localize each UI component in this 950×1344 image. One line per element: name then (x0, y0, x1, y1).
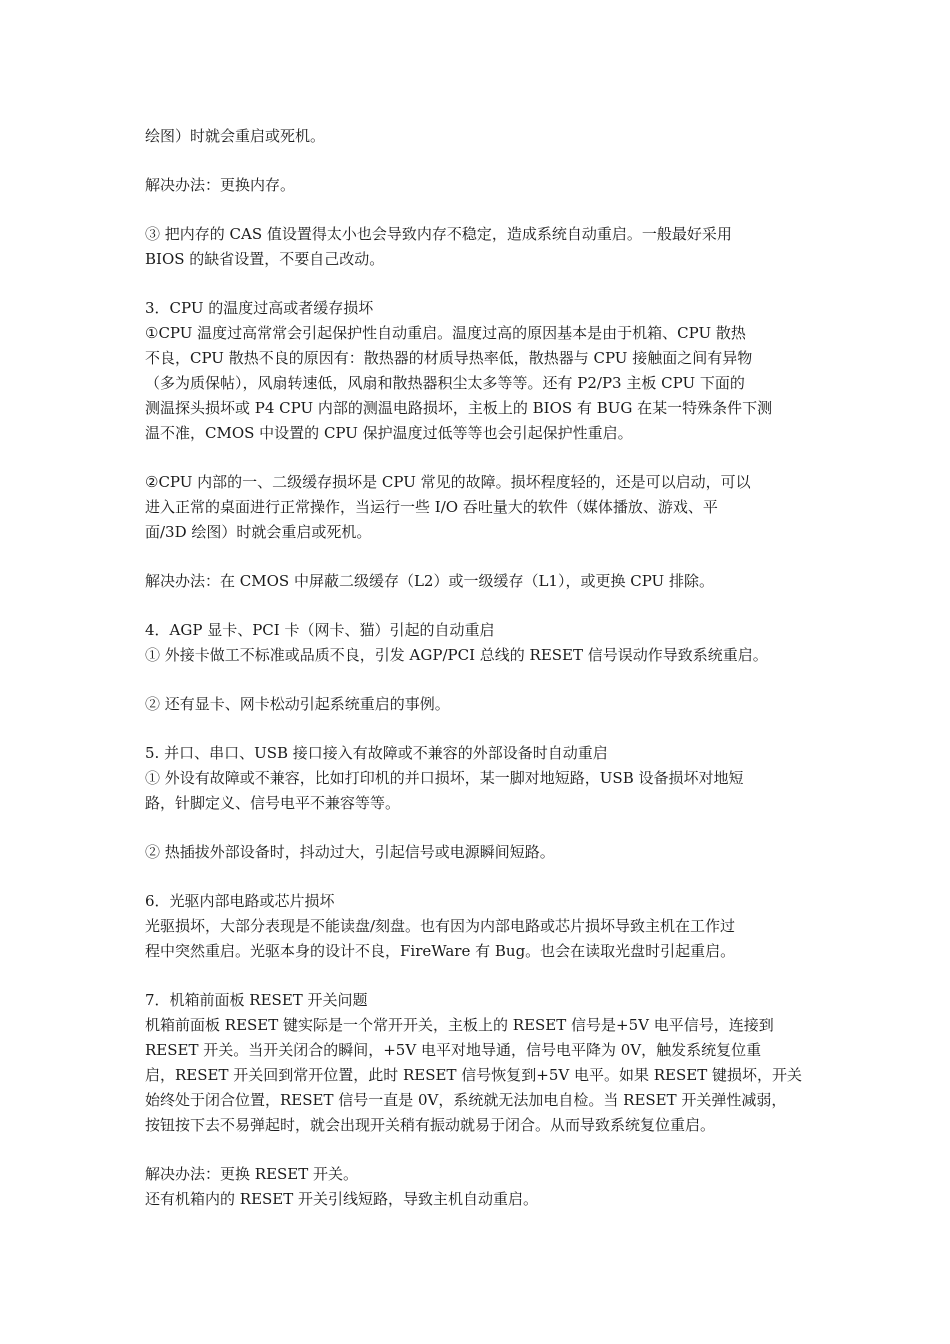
text-line: 面/3D 绘图）时就会重启或死机。 (145, 523, 372, 541)
text-line: ②CPU 内部的一、二级缓存损坏是 CPU 常见的故障。损坏程度轻的，还是可以启动，可以 (145, 473, 751, 491)
section-heading: 5. 并口、串口、USB 接口接入有故障或不兼容的外部设备时自动重启 (145, 744, 608, 762)
text-line: ② 热插拔外部设备时，抖动过大，引起信号或电源瞬间短路。 (145, 843, 555, 861)
text-line: 光驱损坏，大部分表现是不能读盘/刻盘。也有因为内部电路或芯片损坏导致主机在工作过 (145, 917, 736, 935)
paragraph (145, 569, 813, 594)
paragraph (145, 988, 813, 1138)
paragraph (145, 692, 813, 717)
text-line: 始终处于闭合位置，RESET 信号一直是 0V，系统就无法加电自检。当 RESET 开关弹性减弱， (145, 1091, 787, 1109)
text-line: ① 外接卡做工不标准或品质不良，引发 AGP/PCI 总线的 RESET 信号误动作导致系统重启。 (145, 646, 768, 664)
document-body (145, 124, 813, 1212)
text-line: 解决办法：在 CMOS 中屏蔽二级缓存（L2）或一级缓存（L1），或更换 CPU 排除。 (145, 572, 714, 590)
section-heading: 4．AGP 显卡、PCI 卡（网卡、猫）引起的自动重启 (145, 621, 495, 639)
paragraph (145, 889, 813, 964)
text-line: 温不准，CMOS 中设置的 CPU 保护温度过低等等也会引起保护性重启。 (145, 424, 633, 442)
paragraph (145, 618, 813, 668)
text-line: 还有机箱内的 RESET 开关引线短路，导致主机自动重启。 (145, 1190, 539, 1208)
text-line: （多为质保帖），风扇转速低，风扇和散热器积尘太多等等。还有 P2/P3 主板 CPU 下面的 (145, 374, 745, 392)
section-heading: 7．机箱前面板 RESET 开关问题 (145, 991, 368, 1009)
paragraph (145, 173, 813, 198)
text-line: ② 还有显卡、网卡松动引起系统重启的事例。 (145, 695, 450, 713)
text-line: 进入正常的桌面进行正常操作，当运行一些 I/O 吞吐量大的软件（媒体播放、游戏、平 (145, 498, 718, 516)
paragraph (145, 470, 813, 545)
text-line: 不良，CPU 散热不良的原因有：散热器的材质导热率低，散热器与 CPU 接触面之间有异物 (145, 349, 753, 367)
text-line: ①CPU 温度过高常常会引起保护性自动重启。温度过高的原因基本是由于机箱、CPU 散热 (145, 324, 746, 342)
text-line: 路，针脚定义、信号电平不兼容等等。 (145, 794, 401, 812)
text-line: 测温探头损坏或 P4 CPU 内部的测温电路损坏，主板上的 BIOS 有 BUG 在某一特殊条件下测 (145, 399, 773, 417)
section-heading: 6．光驱内部电路或芯片损坏 (145, 892, 335, 910)
paragraph (145, 296, 813, 446)
paragraph (145, 124, 813, 149)
paragraph (145, 222, 813, 272)
paragraph (145, 741, 813, 816)
text-line: ① 外设有故障或不兼容，比如打印机的并口损坏，某一脚对地短路，USB 设备损坏对地短 (145, 769, 744, 787)
text-line: 绘图）时就会重启或死机。 (145, 127, 326, 145)
text-line: 机箱前面板 RESET 键实际是一个常开开关，主板上的 RESET 信号是+5V 电平信号，连接到 (145, 1016, 774, 1034)
section-heading: 3．CPU 的温度过高或者缓存损坏 (145, 299, 374, 317)
text-line: ③ 把内存的 CAS 值设置得太小也会导致内存不稳定，造成系统自动重启。一般最好采用 (145, 225, 732, 243)
text-line: BIOS 的缺省设置，不要自己改动。 (145, 250, 385, 268)
text-line: 启，RESET 开关回到常开位置，此时 RESET 信号恢复到+5V 电平。如果 RESET 键损坏，开关 (145, 1066, 802, 1084)
text-line: 解决办法：更换 RESET 开关。 (145, 1165, 359, 1183)
text-line: 程中突然重启。光驱本身的设计不良，FireWare 有 Bug。也会在读取光盘时引起重启。 (145, 942, 736, 960)
text-line: 按钮按下去不易弹起时，就会出现开关稍有振动就易于闭合。从而导致系统复位重启。 (145, 1116, 716, 1134)
paragraph (145, 840, 813, 865)
text-line: 解决办法：更换内存。 (145, 176, 296, 194)
paragraph (145, 1162, 813, 1212)
text-line: RESET 开关。当开关闭合的瞬间，+5V 电平对地导通，信号电平降为 0V，触发系统复位重 (145, 1041, 762, 1059)
